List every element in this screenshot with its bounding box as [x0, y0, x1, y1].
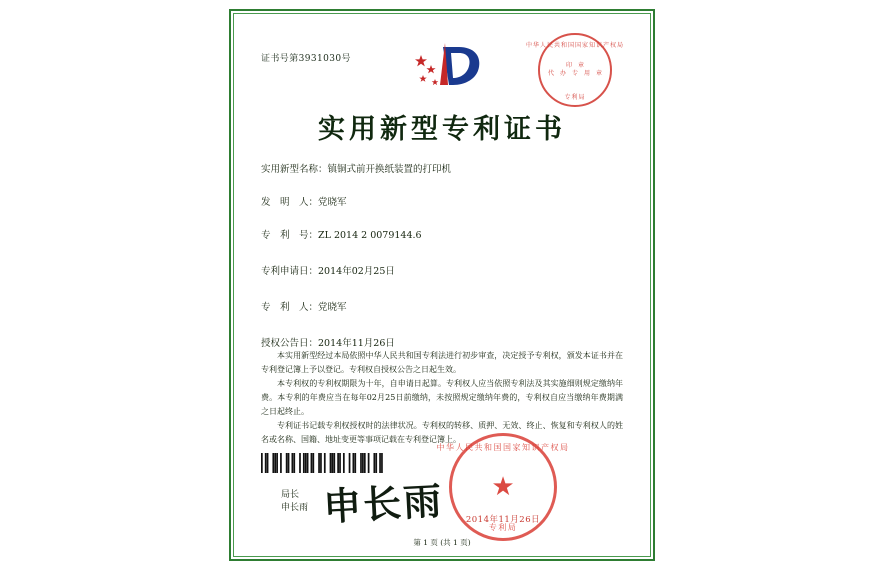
field-label: 发 明 人： — [261, 197, 319, 208]
seal-bottom-arc-text: 专利局 — [564, 94, 586, 101]
agency-seal-top — [525, 33, 625, 107]
field-row — [261, 196, 621, 210]
field-value: 2014年02月25日 — [318, 266, 395, 277]
field-value: 党晓军 — [318, 302, 347, 313]
body-paragraph: 专利证书记载专利权授权时的法律状况。专利权的转移、质押、无效、终止、恢复和专利权人的姓名或名称、国籍、地址变更等事项记载在专利登记簿上。 — [261, 421, 623, 444]
field-row — [261, 229, 621, 243]
seal-bottom-arc-text: 专利局 — [488, 523, 518, 532]
barcode — [261, 453, 383, 473]
body-paragraph: 本专利权的专利权期限为十年，自申请日起算。专利权人应当依照专利法及其实施细则规定缴纳年费。本专利的年费应当在每年02月25日前缴纳，未按照规定缴纳年费的，专利权自应当缴纳年费期满之日起终止。 — [261, 379, 623, 416]
seal-top-arc-text: 中华人民共和国国家知识产权局 — [436, 443, 570, 452]
page-title: 实用新型专利证书 — [318, 114, 566, 145]
field-row — [261, 301, 621, 315]
body-paragraph: 本实用新型经过本局依照中华人民共和国专利法进行初步审查，决定授予专利权，颁发本证书并在专利登记簿上予以登记。专利权自授权公告之日起生效。 — [261, 351, 623, 374]
seal-center-line1: 印 章 — [565, 62, 585, 69]
field-label: 专利申请日： — [261, 266, 319, 277]
field-row — [261, 163, 621, 177]
patent-fields — [261, 163, 621, 351]
field-value: 党晓军 — [318, 197, 347, 208]
field-label: 专 利 号： — [261, 230, 319, 241]
signature-label-line2: 申长雨 — [281, 503, 309, 513]
star-icon: ★ — [491, 472, 515, 502]
seal-center-line2: 代 办 专 用 章 — [547, 70, 603, 77]
seal-date: 2014年11月26日 — [465, 515, 541, 525]
signature-handwritten: 申长雨 — [322, 477, 445, 530]
field-row — [261, 265, 621, 279]
field-value: ZL 2014 2 0079144.6 — [318, 230, 422, 241]
page-footer: 第 1 页 (共 1 页) — [413, 538, 471, 547]
signature-label — [281, 489, 308, 515]
certificate-content — [235, 15, 649, 555]
signature-label-line1: 局长 — [281, 490, 300, 500]
field-value: 镇铜式前开换纸装置的打印机 — [327, 164, 452, 175]
field-label: 专 利 人： — [261, 302, 319, 313]
certificate-body — [261, 349, 623, 447]
certificate-number: 证书号第3931030号 — [261, 54, 351, 64]
field-value: 2014年11月26日 — [318, 338, 395, 349]
seal-top-arc-text: 中华人民共和国国家知识产权局 — [525, 42, 625, 49]
field-label: 实用新型名称： — [261, 164, 328, 175]
seal-center-text — [548, 62, 602, 78]
field-label: 授权公告日： — [261, 338, 319, 349]
patent-emblem-icon — [413, 41, 485, 93]
